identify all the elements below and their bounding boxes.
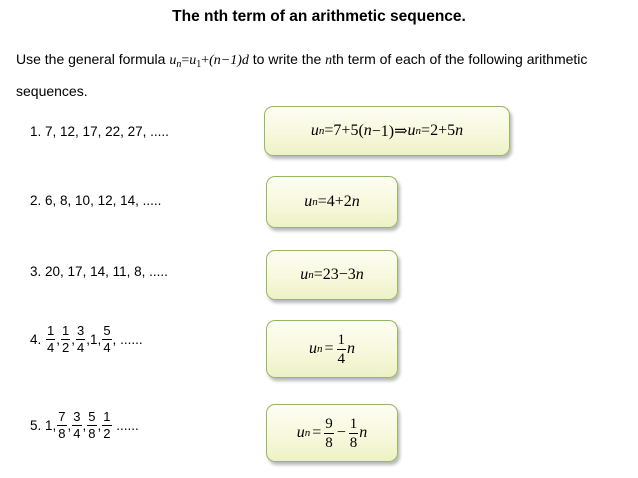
whole-number: 1 [90,332,98,347]
intro-n: n [325,53,333,68]
question-2 [30,193,161,208]
fraction: $\frac{7}{8}$ [58,409,66,441]
ellipsis: ...... [116,418,139,433]
fraction: $\frac{1}{8}$ [349,415,358,451]
fraction: $\frac{3}{4}$ [77,323,85,355]
answer-box-2 [266,176,398,228]
question-label: 2. [30,193,42,208]
lead-term: 1, [45,418,57,433]
question-4: 4. $\frac{1}{4}$ , $\frac{1}{2}$ , $\frac{3}{4}$ , 1 , $\frac{5}{4}$ , ...... [30,323,143,355]
question-5: 5. 1, $\frac{7}{8}$ , $\frac{3}{4}$ , $\frac{5}{8}$ , $\frac{1}{2}$ ...... [30,409,139,441]
question-1 [30,124,169,139]
answer-formula-4: u n = $\frac{1}{4}$ n [308,331,356,367]
question-3 [30,264,168,279]
question-sequence: 6, 8, 10, 12, 14, ..... [45,193,162,208]
question-label: 4. [30,332,42,347]
question-label: 1. [30,124,42,139]
fraction: $\frac{5}{8}$ [88,409,96,441]
fraction: $\frac{5}{4}$ [103,323,111,355]
question-sequence: 20, 17, 14, 11, 8, ..... [45,264,168,279]
question-sequence: 7, 12, 17, 22, 27, ..... [45,124,169,139]
answer-box-4 [266,320,398,378]
general-formula: $u_n=u_1+(n-1)d$ [169,53,249,70]
fraction: $\frac{1}{2}$ [62,323,70,355]
answer-formula-2: u n =4+2 n [304,193,360,210]
intro-start: Use the general formula [16,51,170,67]
intro-mid: to write the [248,51,326,67]
fraction: $\frac{1}{2}$ [103,409,111,441]
answer-box-1 [264,106,510,156]
ellipsis: ...... [120,332,143,347]
answer-box-5 [266,404,398,462]
answer-formula-5: u n = $\frac{9}{8}$ − $\frac{1}{8}$ n [296,415,368,451]
intro-tail: th term of each of the following arithmetic sequences. [16,51,588,99]
fraction: $\frac{1}{4}$ [337,331,346,367]
instructions [16,46,622,104]
question-label: 3. [30,264,42,279]
answer-box-3 [266,250,398,300]
answer-formula-1: u n =7+5( n −1)⇒ u n =2+5 n [310,122,464,140]
fraction: $\frac{1}{4}$ [47,323,55,355]
answer-formula-3: u n =23−3 n [300,266,364,283]
page-title: The nth term of an arithmetic sequence. [172,8,466,25]
fraction: $\frac{3}{4}$ [73,409,81,441]
question-label: 5. [30,418,42,433]
fraction: $\frac{9}{8}$ [325,415,333,451]
